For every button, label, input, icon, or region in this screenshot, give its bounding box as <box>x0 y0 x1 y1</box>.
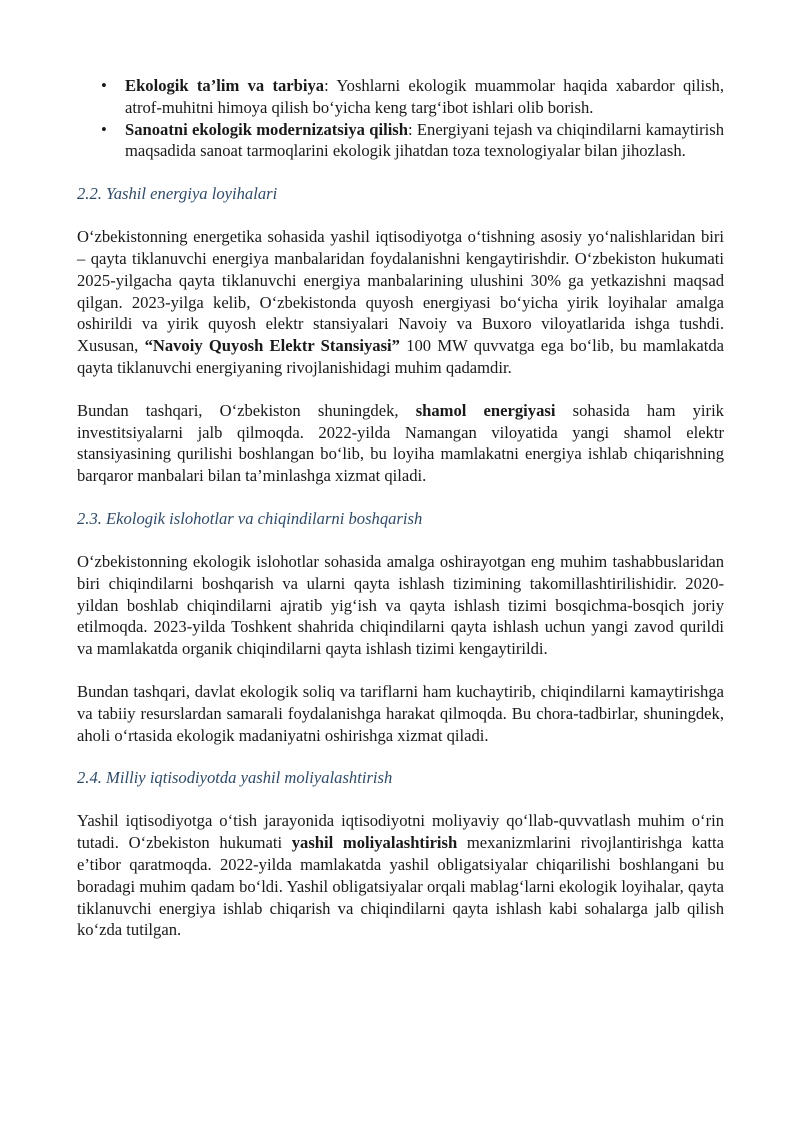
bullet-text: : Energiyani tejash va chiqindilarni kamaytirish maqsadida sanoat tarmoqlarini ekologik jihatdan toza texnologiyalar bilan jihozlash. <box>125 119 724 161</box>
paragraph-bold: yashil moliyalashtirish <box>291 833 458 853</box>
paragraph-text: Yashil iqtisodiyotga o‘tish jarayonida iqtisodiyotni moliyaviy qo‘llab-quvvatlash muhim o‘rin tutadi. O‘zbekiston hukumati <box>77 811 724 853</box>
paragraph-text: 100 MW quvvatga ega bo‘lib, bu mamlakatda qayta tiklanuvchi energiyaning rivojlanishidagi muhim qadamdir. <box>77 336 725 377</box>
bullet-list <box>77 75 724 162</box>
bullet-icon: • <box>101 76 107 95</box>
paragraph-text: mexanizmlarini rivojlantirishga katta e’tibor qaratmoqda. 2022-yilda mamlakatda yashil obligatsiyalar chiqarilishi boshlangani bu boradagi muhim qadam bo‘ldi. Yashil obligatsiyalar orqali mablag‘larni ekologik loyihalar, qayta tiklanuvchi energiya ishlab chiqarish va chiqindilarni qayta ishlash kabi sohalarga jalb qilish ko‘zda tutilgan. <box>77 833 724 940</box>
list-item <box>77 75 724 119</box>
list-item <box>77 119 724 163</box>
paragraph <box>77 810 724 941</box>
paragraph-text: Bundan tashqari, O‘zbekiston shuningdek, <box>77 400 416 420</box>
section-heading-2-3: 2.3. Ekologik islohotlar va chiqindilarni boshqarish <box>77 508 423 528</box>
paragraph-text: O‘zbekistonning energetika sohasida yashil iqtisodiyotga o‘tishning asosiy yo‘nalishlaridan biri – qayta tiklanuvchi energiya manbalaridan foydalanishni kengaytirishdir. O‘zbekiston hukumati 2025-yilgacha qayta tiklanuvchi energiya manbalarining ulushini 30% ga yetkazishni maqsad qilgan. 2023-yilga kelib, O‘zbekistonda quyosh energiyasi bo‘yicha yirik loyihalar amalga oshirildi va yirik quyosh elektr stansiyalari Navoiy va Buxoro viloyatlarida ishga tushdi. Xususan, <box>77 227 724 356</box>
paragraph: Bundan tashqari, davlat ekologik soliq va tariflarni ham kuchaytirib, chiqindilarni kamaytirishga va tabiiy resurslardan samarali foydalanishga harakat qilmoqda. Bu chora-tadbirlar, shuningdek, aholi o‘rtasida ekologik madaniyatni oshirishga xizmat qiladi. <box>77 681 724 745</box>
section-heading-2-4: 2.4. Milliy iqtisodiyotda yashil moliyalashtirish <box>77 768 393 788</box>
paragraph <box>77 400 724 487</box>
bullet-term: Sanoatni ekologik modernizatsiya qilish <box>125 119 408 139</box>
paragraph: O‘zbekistonning ekologik islohotlar sohasida amalga oshirayotgan eng muhim tashabbuslaridan biri chiqindilarni boshqarish va ularni qayta ishlash tizimining takomillashtirilishidir. 2020-yildan boshlab chiqindilarni ajratib yig‘ish va qayta ishlash tizimi bosqichma-bosqich joriy etilmoqda. 2023-yilda Toshkent shahrida chiqindilarni qayta ishlash uchun yangi zavod qurildi va mamlakatda organik chiqindilarni qayta ishlash tizimi kengaytirildi. <box>77 551 724 659</box>
paragraph <box>77 226 724 379</box>
bullet-icon: • <box>101 119 107 139</box>
paragraph-bold: “Navoiy Quyosh Elektr Stansiyasi” <box>144 336 400 356</box>
bullet-term: Ekologik ta’lim va tarbiya <box>125 76 325 95</box>
bullet-text: : Yoshlarni ekologik muammolar haqida xabardor qilish, atrof-muhitni himoya qilish bo‘yicha keng targ‘ibot ishlari olib borish. <box>125 76 724 117</box>
paragraph-bold: shamol energiyasi <box>415 400 556 420</box>
section-heading-2-2: 2.2. Yashil energiya loyihalari <box>77 184 278 204</box>
paragraph-text: sohasida ham yirik investitsiyalarni jalb qilmoqda. 2022-yilda Namangan viloyatida yangi shamol elektr stansiyasining qurilishi boshlangan bo‘lib, bu loyiha mamlakatni energiya ishlab chiqarishning barqaror manbalari bilan ta’minlashga xizmat qiladi. <box>77 400 724 486</box>
